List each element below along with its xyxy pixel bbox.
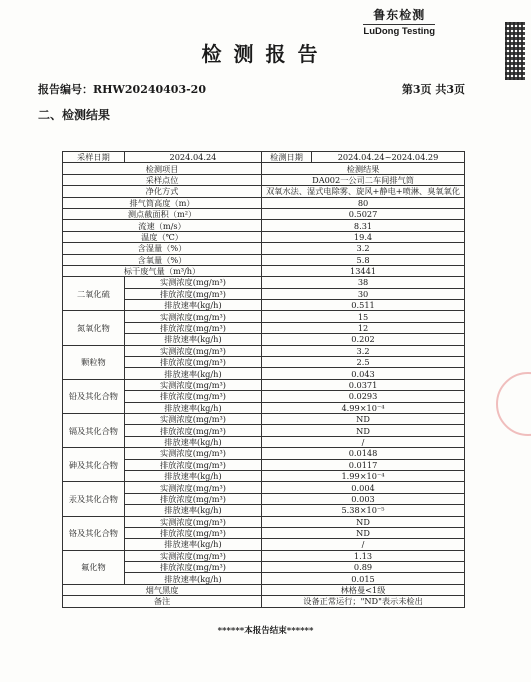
table-row [63, 265, 465, 276]
table-row [63, 186, 465, 197]
row-value: 0.5027 [262, 208, 465, 219]
parameter-value: / [262, 539, 465, 550]
parameter-value: 4.99×10⁻⁴ [262, 402, 465, 413]
row-value: 80 [262, 197, 465, 208]
parameter-value: ND [262, 516, 465, 527]
row-value: 19.4 [262, 231, 465, 242]
row-value: 设备正常运行；"ND"表示未检出 [262, 596, 465, 607]
parameter-label: 排放速率(kg/h) [124, 470, 261, 481]
parameter-value: 0.003 [262, 493, 465, 504]
pollutant-name: 汞及其化合物 [63, 482, 125, 516]
parameter-label: 排放速率(kg/h) [124, 436, 261, 447]
parameter-label: 实测浓度(mg/m³) [124, 379, 261, 390]
brand-name-cn: 鲁东检测 [373, 8, 426, 22]
test-date: 2024.04.24~2024.04.29 [312, 152, 465, 163]
test-date-label: 检测日期 [262, 152, 312, 163]
table-row [63, 413, 465, 424]
row-value: 13441 [262, 265, 465, 276]
pollutant-name: 砷及其化合物 [63, 448, 125, 482]
table-row [63, 345, 465, 356]
table-row [63, 311, 465, 322]
table-row [63, 197, 465, 208]
parameter-value: ND [262, 527, 465, 538]
table-row [63, 379, 465, 390]
row-value: 检测结果 [262, 163, 465, 174]
parameter-label: 排放速率(kg/h) [124, 368, 261, 379]
parameter-value: 5.38×10⁻⁵ [262, 505, 465, 516]
pollutant-name: 氮氧化物 [63, 311, 125, 345]
page-title: 检测报告 [201, 42, 330, 66]
brand-logo [363, 6, 435, 37]
table-row [63, 277, 465, 288]
row-label: 检测项目 [63, 163, 262, 174]
sampling-date: 2024.04.24 [124, 152, 261, 163]
row-label: 含氧量（%） [63, 254, 262, 265]
parameter-value: 0.0117 [262, 459, 465, 470]
table-row [63, 163, 465, 174]
parameter-value: 0.0148 [262, 448, 465, 459]
parameter-value: 0.0293 [262, 391, 465, 402]
table-row [63, 174, 465, 185]
report-number: 报告编号：RHW20240403-20 [38, 83, 206, 96]
parameter-value: ND [262, 413, 465, 424]
table-row [63, 208, 465, 219]
parameter-label: 实测浓度(mg/m³) [124, 550, 261, 561]
parameter-value: 1.99×10⁻⁴ [262, 470, 465, 481]
sampling-date-label: 采样日期 [63, 152, 125, 163]
parameter-value: 0.89 [262, 562, 465, 573]
seal-stamp [496, 372, 531, 436]
table-row [63, 482, 465, 493]
parameter-label: 排放浓度(mg/m³) [124, 527, 261, 538]
parameter-value: 2.5 [262, 357, 465, 368]
parameter-value: 3.2 [262, 345, 465, 356]
pollutant-name: 镉及其化合物 [63, 413, 125, 447]
parameter-label: 实测浓度(mg/m³) [124, 413, 261, 424]
row-label: 测点截面积（m²） [63, 208, 262, 219]
parameter-label: 排放浓度(mg/m³) [124, 391, 261, 402]
row-label: 采样点位 [63, 174, 262, 185]
parameter-value: 0.0371 [262, 379, 465, 390]
parameter-value: / [262, 436, 465, 447]
row-label: 备注 [63, 596, 262, 607]
parameter-value: 1.13 [262, 550, 465, 561]
table-row [63, 550, 465, 561]
parameter-value: ND [262, 425, 465, 436]
row-value: 双氧水法、湿式电除雾、旋风+静电+喷淋、臭氧氧化 [262, 186, 465, 197]
row-label: 净化方式 [63, 186, 262, 197]
table-row [63, 596, 465, 607]
parameter-value: 12 [262, 322, 465, 333]
row-label: 排气筒高度（m） [63, 197, 262, 208]
row-label: 流速（m/s） [63, 220, 262, 231]
parameter-label: 实测浓度(mg/m³) [124, 448, 261, 459]
parameter-label: 排放速率(kg/h) [124, 402, 261, 413]
parameter-value: 0.004 [262, 482, 465, 493]
parameter-label: 排放浓度(mg/m³) [124, 493, 261, 504]
parameter-value: 30 [262, 288, 465, 299]
section-title: 二、检测结果 [38, 108, 111, 122]
pollutant-name: 氟化物 [63, 550, 125, 584]
parameter-value: 38 [262, 277, 465, 288]
parameter-label: 实测浓度(mg/m³) [124, 311, 261, 322]
parameter-label: 实测浓度(mg/m³) [124, 482, 261, 493]
table-row [63, 448, 465, 459]
pollutant-name: 铬及其化合物 [63, 516, 125, 550]
parameter-value: 0.015 [262, 573, 465, 584]
row-value: DA002一公司二车间排气筒 [262, 174, 465, 185]
row-label: 烟气黑度 [63, 584, 262, 595]
table-row [63, 220, 465, 231]
row-value: 8.31 [262, 220, 465, 231]
row-value: 林格曼<1级 [262, 584, 465, 595]
report-end-marker: ******本报告结束****** [217, 626, 314, 636]
parameter-label: 实测浓度(mg/m³) [124, 516, 261, 527]
parameter-label: 排放浓度(mg/m³) [124, 322, 261, 333]
table-header-row [63, 152, 465, 163]
parameter-label: 排放速率(kg/h) [124, 300, 261, 311]
results-table [62, 151, 465, 608]
parameter-value: 0.202 [262, 334, 465, 345]
parameter-label: 实测浓度(mg/m³) [124, 345, 261, 356]
table-row [63, 243, 465, 254]
parameter-label: 排放速率(kg/h) [124, 505, 261, 516]
parameter-label: 排放浓度(mg/m³) [124, 288, 261, 299]
parameter-label: 排放浓度(mg/m³) [124, 357, 261, 368]
parameter-label: 排放浓度(mg/m³) [124, 562, 261, 573]
pollutant-name: 铅及其化合物 [63, 379, 125, 413]
row-label: 温度（℃） [63, 231, 262, 242]
parameter-label: 排放速率(kg/h) [124, 573, 261, 584]
parameter-value: 15 [262, 311, 465, 322]
parameter-label: 排放速率(kg/h) [124, 539, 261, 550]
parameter-label: 排放速率(kg/h) [124, 334, 261, 345]
row-label: 含湿量（%） [63, 243, 262, 254]
pollutant-name: 二氧化硫 [63, 277, 125, 311]
pollutant-name: 颗粒物 [63, 345, 125, 379]
row-value: 5.8 [262, 254, 465, 265]
parameter-value: 0.043 [262, 368, 465, 379]
brand-name-en: LuDong Testing [363, 26, 435, 37]
parameter-label: 实测浓度(mg/m³) [124, 277, 261, 288]
table-row [63, 231, 465, 242]
table-row [63, 584, 465, 595]
parameter-label: 排放浓度(mg/m³) [124, 425, 261, 436]
row-value: 3.2 [262, 243, 465, 254]
table-row [63, 516, 465, 527]
table-row [63, 254, 465, 265]
parameter-label: 排放浓度(mg/m³) [124, 459, 261, 470]
page-info: 第3页 共3页 [401, 83, 465, 96]
row-label: 标干废气量（m³/h） [63, 265, 262, 276]
parameter-value: 0.511 [262, 300, 465, 311]
